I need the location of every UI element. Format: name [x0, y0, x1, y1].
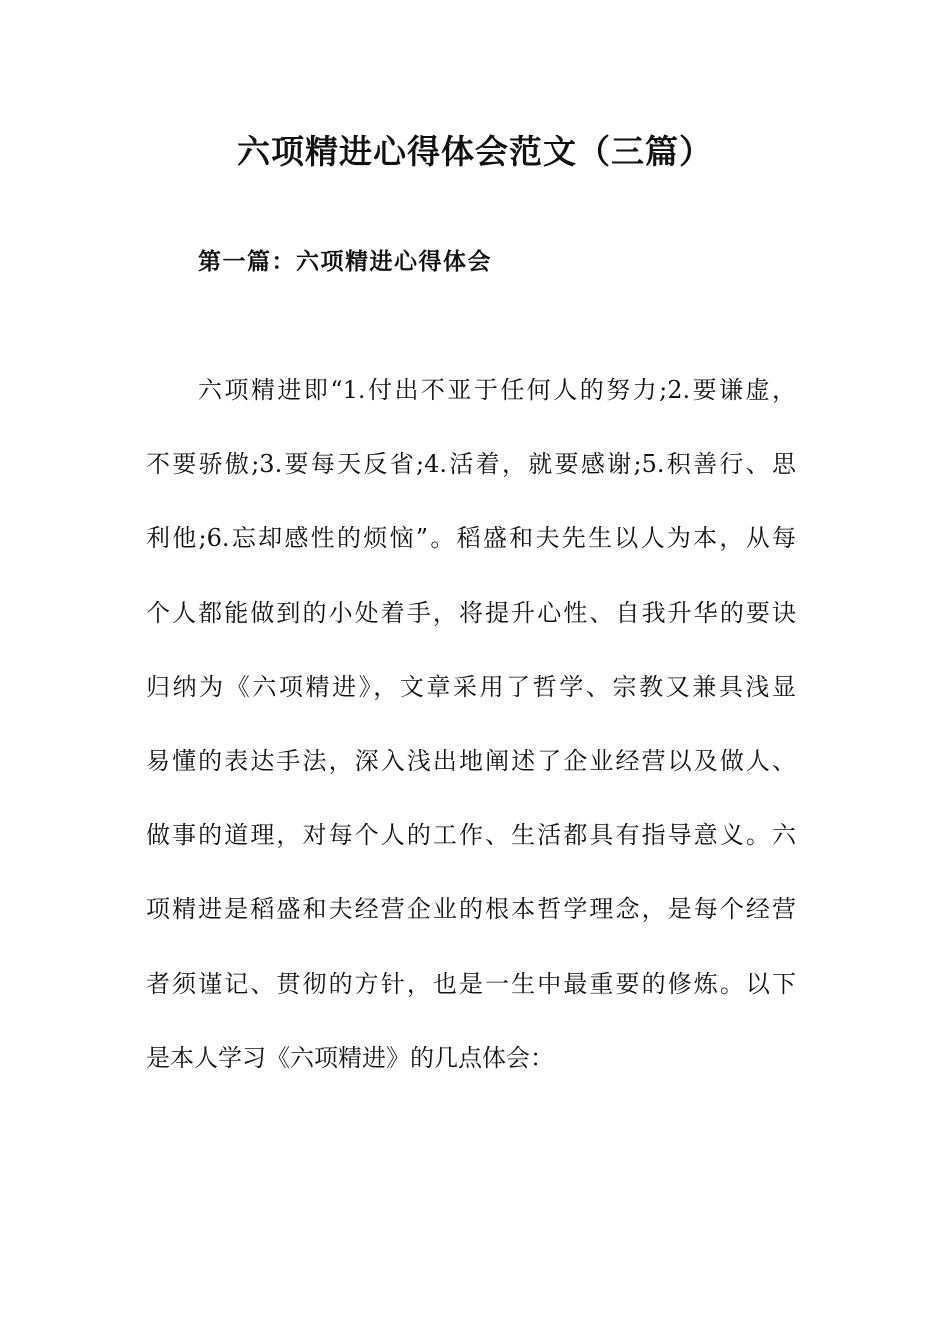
- paragraph-line: 者须谨记、贯彻的方针，也是一生中最重要的修炼。以下: [146, 969, 796, 998]
- section-heading: 第一篇：六项精进心得体会: [198, 248, 492, 275]
- paragraph-line: 归纳为《六项精进》，文章采用了哲学、宗教又兼具浅显: [146, 672, 796, 701]
- paragraph-line: 做事的道理，对每个人的工作、生活都具有指导意义。六: [146, 821, 796, 850]
- paragraph-line: 不要骄傲;3.要每天反省;4.活着，就要感谢;5.积善行、思: [146, 450, 796, 479]
- paragraph-line: 六项精进即“1.付出不亚于任何人的努力;2.要谦虚，: [198, 376, 796, 404]
- paragraph-line: 项精进是稻盛和夫经营企业的根本哲学理念，是每个经营: [146, 895, 796, 924]
- paragraph-line: 是本人学习《六项精进》的几点体会：: [146, 1043, 554, 1072]
- paragraph-line: 利他;6.忘却感性的烦恼”。稻盛和夫先生以人为本，从每: [146, 524, 796, 553]
- paragraph-line: 个人都能做到的小处着手，将提升心性、自我升华的要诀: [146, 598, 796, 627]
- body-paragraph: [146, 366, 796, 1108]
- document-title: 六项精进心得体会范文（三篇）: [237, 132, 713, 171]
- paragraph-line: 易懂的表达手法，深入浅出地阐述了企业经营以及做人、: [146, 746, 796, 775]
